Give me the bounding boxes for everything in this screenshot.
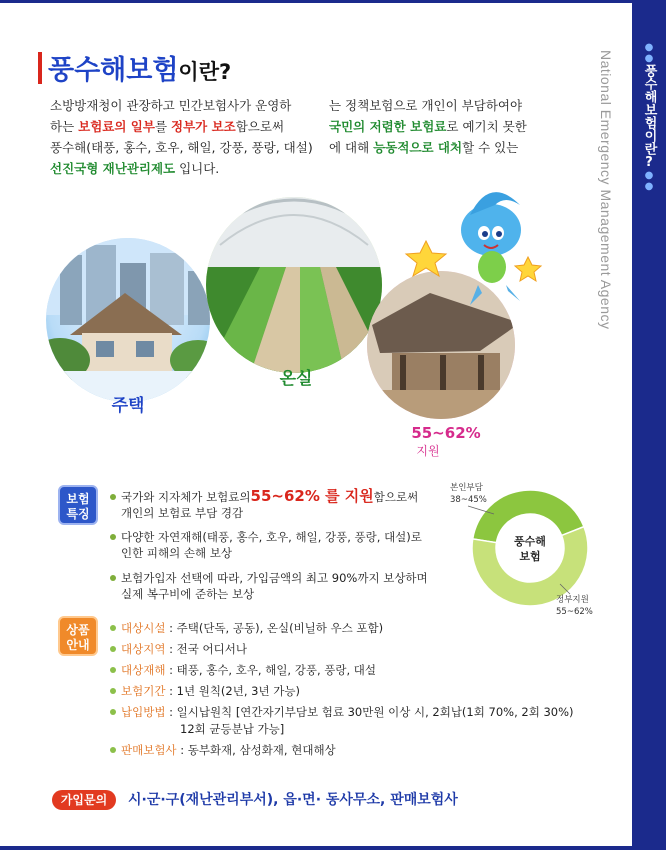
damaged-house-photo xyxy=(367,271,520,421)
product-sep: : xyxy=(165,621,177,635)
dot-icon: ●● xyxy=(643,170,655,192)
product-key: 납입방법 xyxy=(121,705,166,719)
intro-line: 는 정책보험으로 개인이 부담하여야 xyxy=(329,98,523,113)
product-badge: 상품 안내 xyxy=(58,616,98,656)
highlight-subsidy: 55~62% 를 지원 xyxy=(250,487,374,505)
product-key: 대상재해 xyxy=(121,663,166,677)
product-value: 일시납원칙 [연간자기부담보 험료 30만원 이상 시, 2회납(1회 70%, 2회 30%) xyxy=(176,705,574,719)
bullet-icon xyxy=(110,534,116,540)
house-photo xyxy=(30,235,226,411)
bullet-icon xyxy=(110,494,116,500)
intro-right-column xyxy=(329,95,591,158)
highlight-green: 선진국형 재난관리제도 xyxy=(50,161,176,176)
house-label: 주택 xyxy=(111,396,145,416)
product-row xyxy=(110,620,383,636)
subsidy-word-label: 지원 xyxy=(416,444,440,458)
greenhouse-label: 온실 xyxy=(279,369,313,389)
subsidy-donut-chart xyxy=(448,480,618,620)
right-sidebar xyxy=(632,0,666,850)
donut-center-label: 보험 xyxy=(519,550,541,563)
page-title xyxy=(48,48,231,87)
highlight-green: 능동적으로 대처 xyxy=(373,140,463,155)
product-sep: : xyxy=(165,684,177,698)
title-accent-bar xyxy=(38,52,42,84)
intro-left-column xyxy=(50,95,316,179)
donut-center-label: 풍수해 xyxy=(514,535,546,548)
bullet-icon xyxy=(110,667,116,673)
subsidy-percent-label: 55~62% xyxy=(411,424,481,442)
product-row xyxy=(110,662,376,678)
bottom-border xyxy=(0,846,632,850)
greenhouse-photo xyxy=(205,197,390,375)
contact-info: 시·군·구(재난관리부서), 읍·면· 동사무소, 판매보험사 xyxy=(128,792,458,808)
product-key: 보험기간 xyxy=(121,684,166,698)
intro-line: 선진국형 재난관리제도 입니다. xyxy=(50,161,220,176)
product-sep: : xyxy=(165,642,177,656)
product-sep: : xyxy=(176,743,188,757)
dot-icon: ●● xyxy=(643,42,655,64)
agency-name-vertical: National Emergency Management Agency xyxy=(598,50,614,330)
bullet-icon xyxy=(110,747,116,753)
product-value: 1년 원칙(2년, 3년 가능) xyxy=(176,684,300,698)
highlight-red: 보험료의 일부 xyxy=(78,119,155,134)
bullet-icon xyxy=(110,688,116,694)
intro-line: 풍수해(태풍, 홍수, 호우, 해일, 강풍, 풍랑, 대설) xyxy=(50,140,313,155)
product-row xyxy=(110,742,336,758)
intro-line: 하는 보험료의 일부를 정부가 보조함으로써 xyxy=(50,119,285,134)
feature-item: 보험가입자 선택에 따라, 가입금액의 최고 90%까지 보상하며 실제 복구비에 준하는 보상 xyxy=(110,570,430,602)
feature-item: 다양한 자연재해(태풍, 홍수, 호우, 해일, 강풍, 풍랑, 대설)로 인한 피해의 손해 보상 xyxy=(110,529,430,561)
feature-badge: 보험 특징 xyxy=(58,485,98,525)
product-value: 주택(단독, 공동), 온실(비닐하 우스 포함) xyxy=(176,621,384,635)
bullet-icon xyxy=(110,575,116,581)
intro-line: 에 대해 능동적으로 대처할 수 있는 xyxy=(329,140,519,155)
intro-line: 소방방재청이 관장하고 민간보험사가 운영하 xyxy=(50,98,292,113)
product-sep: : xyxy=(165,705,177,719)
bullet-icon xyxy=(110,625,116,631)
product-value: 동부화재, 삼성화재, 현대해상 xyxy=(187,743,336,757)
product-key: 대상시설 xyxy=(121,621,166,635)
intro-line: 국민의 저렴한 보험료로 예기치 못한 xyxy=(329,119,527,134)
product-value: 태풍, 홍수, 호우, 해일, 강풍, 풍랑, 대설 xyxy=(176,663,377,677)
photo-illustration xyxy=(0,175,630,465)
product-key: 판매보험사 xyxy=(121,743,177,757)
self-pay-label: 본인부담 xyxy=(450,483,483,493)
bullet-icon xyxy=(110,646,116,652)
government-label: 55~62% xyxy=(556,607,593,617)
government-label: 정부지원 xyxy=(556,595,589,605)
product-row xyxy=(110,683,300,699)
product-row-continued: 12회 균등분납 가능] xyxy=(180,722,285,736)
donut-center xyxy=(497,515,563,581)
product-row xyxy=(110,641,247,657)
highlight-red: 정부가 보조 xyxy=(171,119,236,134)
product-row xyxy=(110,704,574,720)
title-suffix: 이란? xyxy=(178,60,232,84)
bullet-icon xyxy=(110,709,116,715)
product-key: 대상지역 xyxy=(121,642,166,656)
sidebar-title: ●● 풍수해보험이란? ●● xyxy=(641,42,657,192)
contact-label: 가입문의 xyxy=(52,790,116,810)
highlight-green: 국민의 저렴한 보험료 xyxy=(329,119,447,134)
title-main: 풍수해보험 xyxy=(48,55,179,86)
product-sep: : xyxy=(165,663,177,677)
feature-item: 국가와 지자체가 보험료의55~62% 를 지원함으로써 개인의 보험료 부담 경감 xyxy=(110,488,430,521)
self-pay-label: 38~45% xyxy=(450,495,487,505)
top-border xyxy=(0,0,632,3)
product-value: 전국 어디서나 xyxy=(176,642,247,656)
